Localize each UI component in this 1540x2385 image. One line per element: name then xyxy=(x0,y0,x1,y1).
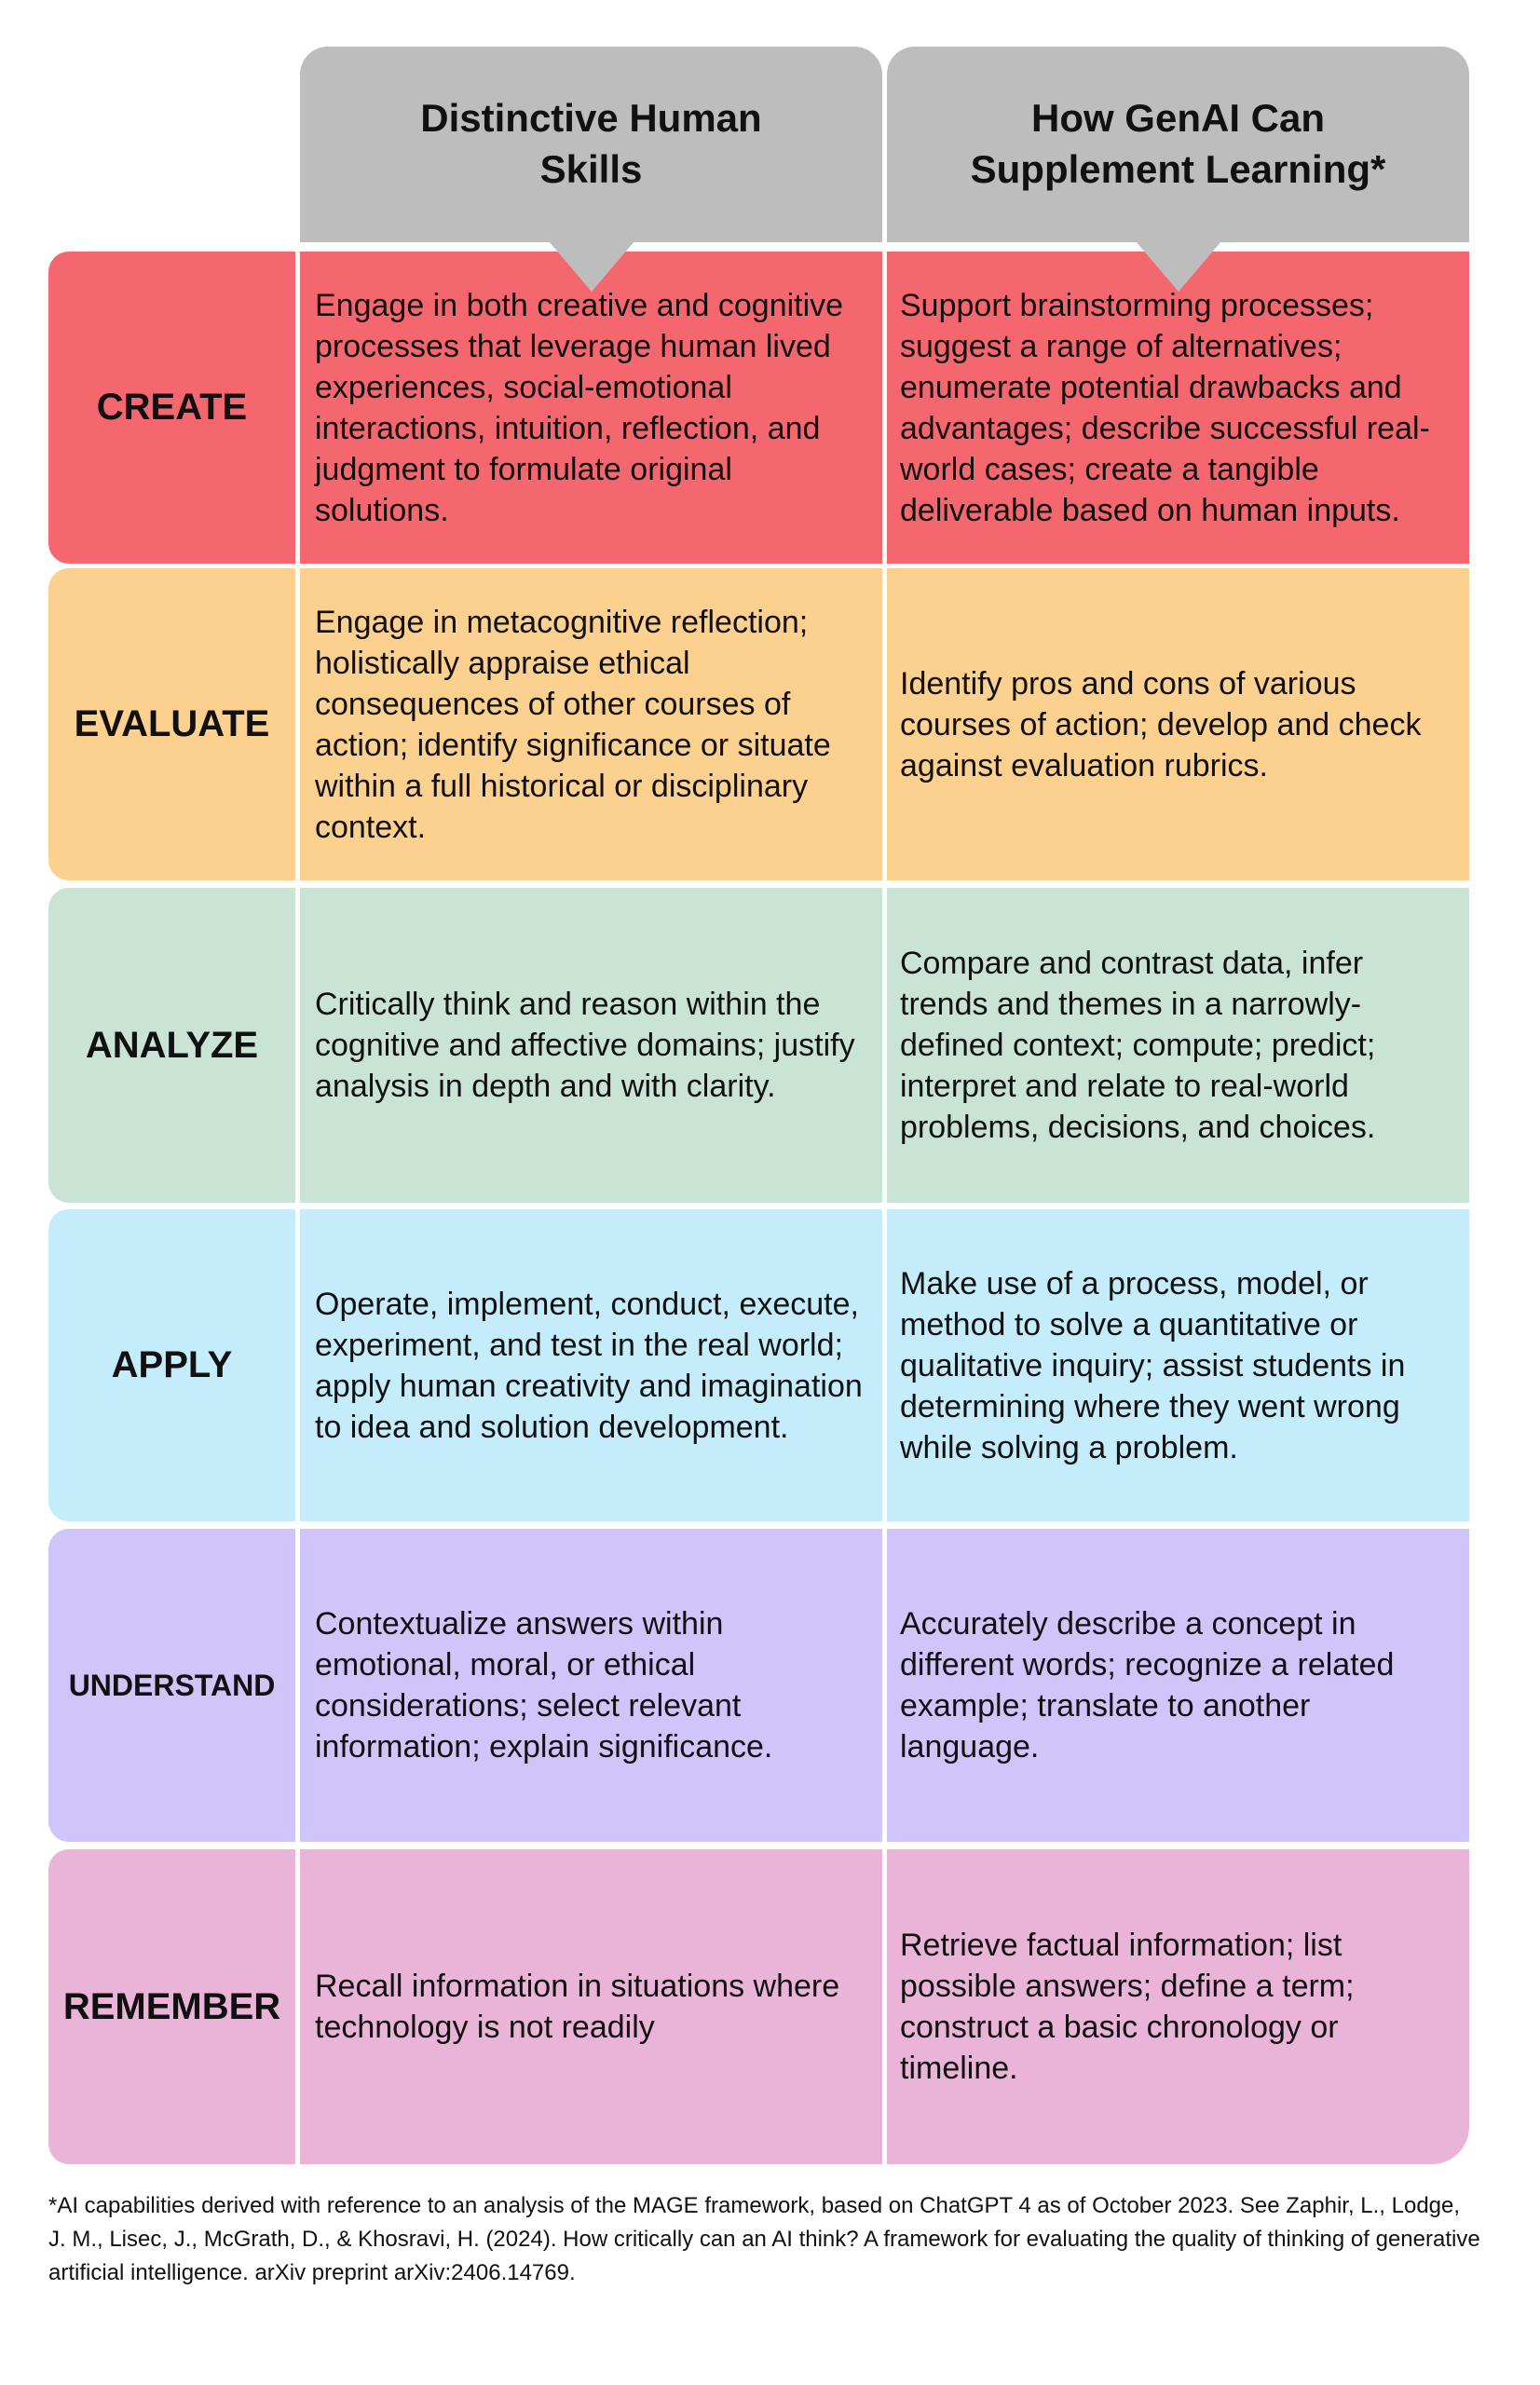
header-arrow-down-icon xyxy=(1136,241,1221,292)
human-skill-text: Engage in both creative and cognitive processes that leverage human lived experiences, social-emotional interactions, intuition, reflection, and judgment to formulate original solutions. xyxy=(315,287,844,528)
human-skill-text: Contextualize answers within emotional, moral, or ethical considerations; select relevant information; explain significance. xyxy=(315,1606,773,1765)
level-label: CREATE xyxy=(48,252,295,564)
genai-cell xyxy=(887,1209,1469,1521)
row-create xyxy=(48,252,1469,564)
human-skill-text: Critically think and reason within the cognitive and affective domains; justify analysis in depth and with clarity. xyxy=(315,987,855,1104)
genai-text: Support brainstorming processes; suggest a range of alternatives; enumerate potential drawbacks and advantages; describe successful real-world cases; create a tangible deliverable based on human inputs. xyxy=(900,287,1430,528)
level-label: REMEMBER xyxy=(48,1849,295,2164)
genai-cell xyxy=(887,1529,1469,1842)
level-label: APPLY xyxy=(48,1209,295,1521)
genai-text: Retrieve factual information; list possible answers; define a term; construct a basic chronology or timeline. xyxy=(900,1928,1355,2086)
genai-text: Identify pros and cons of various courses of action; develop and check against evaluation rubrics. xyxy=(900,665,1422,784)
genai-cell xyxy=(887,252,1469,564)
header-genai-title: How GenAI Can Supplement Learning* xyxy=(970,96,1386,191)
genai-cell xyxy=(887,1849,1469,2164)
header-human-skills-title: Distinctive Human Skills xyxy=(420,96,762,191)
human-skill-cell xyxy=(300,888,882,1203)
row-apply xyxy=(48,1209,1469,1521)
row-analyze xyxy=(48,888,1469,1203)
human-skill-text: Operate, implement, conduct, execute, experiment, and test in the real world; apply human creativity and imagination to idea and solution development. xyxy=(315,1286,863,1445)
human-skill-cell xyxy=(300,1849,882,2164)
footnote: *AI capabilities derived with reference to an analysis of the MAGE framework, based on ChatGPT 4 as of October 2023. See Zaphir, L., Lodge, J. M., Lisec, J., McGrath, D., & Khosravi, H. (2024). How critically can an AI think? A framework for evaluating the quality of thinking of generative artificial intelligence. arXiv preprint arXiv:2406.14769. xyxy=(48,2193,1480,2285)
genai-text: Make use of a process, model, or method to solve a quantitative or qualitative inquiry; assist students in determining where they went wrong while solving a problem. xyxy=(900,1265,1406,1465)
header-arrow-down-icon xyxy=(549,241,634,292)
human-skill-cell xyxy=(300,252,882,564)
human-skill-text: Recall information in situations where technology is not readily xyxy=(315,1969,840,2045)
row-understand xyxy=(48,1529,1469,1842)
human-skill-text: Engage in metacognitive reflection; holistically appraise ethical consequences of other courses of action; identify significance or situate within a full historical or disciplinary context. xyxy=(315,604,831,845)
level-label: ANALYZE xyxy=(48,888,295,1203)
level-label: UNDERSTAND xyxy=(48,1529,295,1842)
row-remember xyxy=(48,1849,1469,2164)
header-human-skills xyxy=(300,47,882,242)
header-genai-supplement xyxy=(887,47,1469,242)
genai-cell xyxy=(887,888,1469,1203)
human-skill-cell xyxy=(300,1209,882,1521)
level-label: EVALUATE xyxy=(48,568,295,880)
genai-cell xyxy=(887,568,1469,880)
human-skill-cell xyxy=(300,568,882,880)
genai-text: Compare and contrast data, infer trends and themes in a narrowly-defined context; compute; predict; interpret and relate to real-world problems, decisions, and choices. xyxy=(900,946,1376,1145)
human-skill-cell xyxy=(300,1529,882,1842)
genai-text: Accurately describe a concept in different words; recognize a related example; translate to another language. xyxy=(900,1606,1395,1765)
row-evaluate xyxy=(48,568,1469,880)
